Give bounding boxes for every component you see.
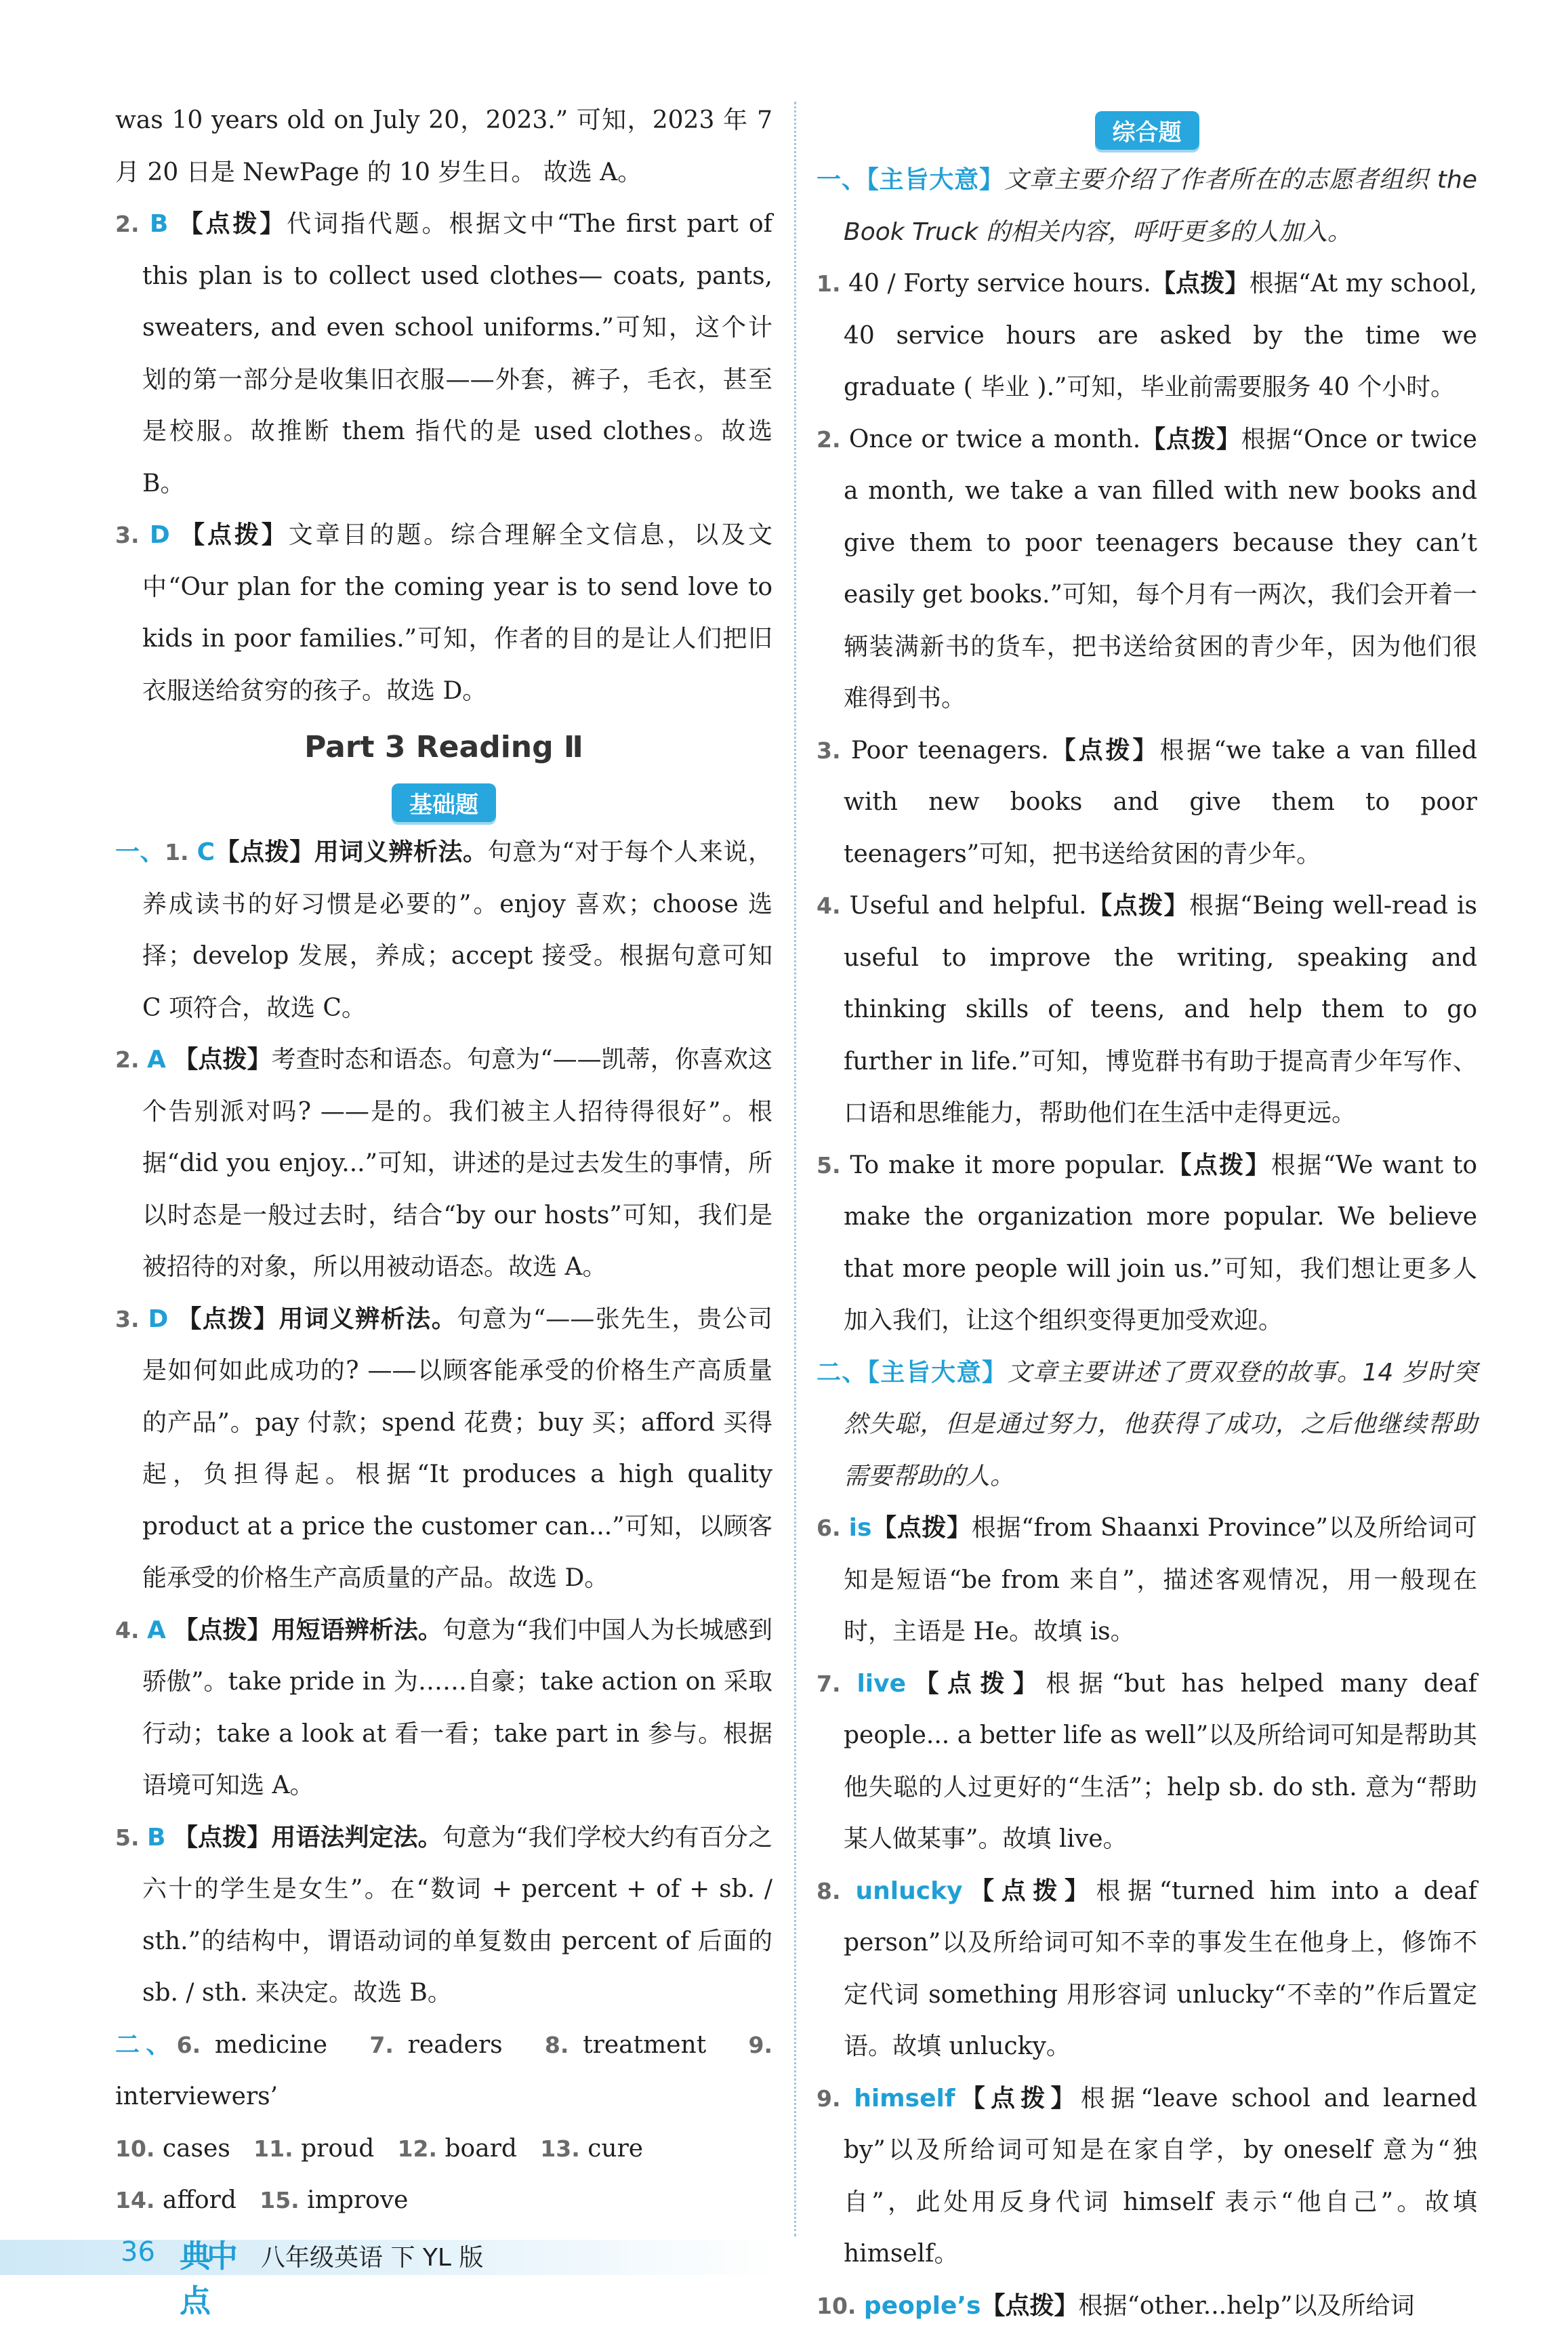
item-number: 5. [817,1152,841,1179]
fill-word: readers [408,2031,503,2059]
item-answer: D [150,521,170,549]
badge-comprehensive: 综合题 [1095,111,1199,150]
answer-item [817,880,1477,1140]
method-label: 用词义辨析法。 [314,838,488,866]
hint-tag: 【点拨】 [1151,270,1250,298]
part-title: Part 3 Reading Ⅱ [115,717,772,778]
item-answer: A [147,1616,166,1644]
fill-answers-line [115,2123,772,2175]
item-text: 代词指代题。根据文中“The first part of this plan is to collect used clothes— coats, pants, sweaters, and even school uniforms.”可知，这个计划的第一部分是收集旧衣服——外套，裤子，毛衣，甚至是校服。故推断 them 指代的是 used clothes。故选 B。 [142,210,772,497]
answer-item [115,827,772,1034]
item-number: 7. [817,1671,841,1697]
fill-answers-line [115,2175,772,2227]
answer-item [817,2073,1477,2280]
item-answer: is [849,1514,872,1542]
answer-item [115,1812,772,2020]
answer-item [817,258,1477,414]
fill-word: proud [301,2135,374,2163]
hint-tag: 【点拨】 [173,1616,271,1644]
answer-item [817,1866,1477,2073]
fill-number: 8. [545,2032,569,2058]
answer-item [817,2280,1477,2332]
intro-paragraph [115,95,772,199]
column-divider [794,102,796,2236]
item-number: 3. [115,522,140,548]
hint-tag: 【点拨】 [177,1305,278,1333]
section-number: 二、 [817,1359,867,1387]
fill-number: 12. [398,2135,437,2162]
item-answer: Once or twice a month. [849,426,1140,453]
fill-word: board [445,2135,517,2163]
item-text: 根据“from Shaanxi Province”以及所给词可知是短语“be from 来自”，描述客观情况，用一般现在时，主语是 He。故填 is。 [844,1514,1477,1645]
item-number: 1. [817,270,841,297]
item-text: 文章目的题。综合理解全文信息，以及文中“Our plan for the coming year is to send love to kids in poor families.”可知，作者的目的是让人们把旧衣服送给贫穷的孩子。故选 D。 [142,521,772,705]
item-number: 9. [817,2085,841,2112]
item-number: 10. [817,2293,856,2319]
fill-word: interviewers’ [115,2083,278,2110]
fill-number: 11. [253,2135,293,2162]
hint-tag: 【点拨】 [179,210,287,238]
item-text: 根据“leave school and learned by”以及所给词可知是在家自学，by oneself 意为“独自”，此处用反身代词 himself 表示“他自己”。故填 himself。 [844,2085,1477,2268]
item-answer: unlucky [856,1877,963,1905]
item-number: 2. [817,426,841,453]
item-text: 根据“turned him into a deaf person”以及所给词可知不幸的事发生在他身上，修饰不定代词 something 用形容词 unlucky“不幸的”作后置定语。故填 unlucky。 [844,1877,1477,2061]
item-answer: 40 / Forty service hours. [848,270,1151,298]
main-idea-text: 文章主要介绍了作者所在的志愿者组织 the Book Truck 的相关内容，呼吁更多的人加入。 [844,166,1477,246]
main-idea-tag: 【主旨大意】 [867,166,1004,194]
intro-text: was 10 years old on July 20，2023.” 可知，2023 年 7 月 20 日是 NewPage 的 10 岁生日。 故选 A。 [115,106,772,186]
item-answer: B [147,1824,165,1852]
answer-item [817,1140,1477,1347]
section-number: 二、 [115,2031,177,2059]
main-idea [817,155,1477,258]
publisher-logo: 典中点 [180,2232,247,2274]
fill-number: 9. [748,2032,772,2058]
item-answer: D [148,1305,168,1333]
fill-number: 6. [177,2032,201,2058]
item-answer: B [150,210,168,238]
answer-item [817,1658,1477,1866]
hint-tag: 【点拨】 [955,2085,1081,2112]
right-column [817,108,1477,2332]
item-number: 4. [115,1617,140,1643]
hint-tag: 【点拨】 [963,1877,1096,1905]
answer-item [817,1502,1477,1658]
book-title: 八年级英语 下 YL 版 [261,2238,483,2273]
item-number: 8. [817,1878,841,1904]
item-text: 考查时态和语态。句意为“——凯蒂，你喜欢这个告别派对吗? ——是的。我们被主人招待得很好”。根据“did you enjoy...”可知，讲述的是过去发生的事情，所以时态是一般过去时，结合“by our hosts”可知，我们是被招待的对象，所以用被动语态。故选 A。 [142,1046,772,1281]
section-number: 一、 [817,166,867,194]
item-number: 4. [817,893,841,919]
hint-tag: 【点拨】 [981,2292,1078,2320]
hint-tag: 【点拨】 [215,838,314,866]
item-answer: people’s [864,2292,981,2320]
answer-item [817,725,1477,881]
fill-word: cure [587,2135,643,2163]
item-text: 句意为“我们中国人为长城感到骄傲”。take pride in 为……自豪；take action on 采取行动；take a look at 看一看；take part in 参与。根据语境可知选 A。 [142,1616,772,1800]
item-number: 3. [817,737,841,764]
answer-item [115,199,772,510]
item-text: 根据“Once or twice a month, we take a van filled with new books and give them to poor teenagers because they can’t easily get books.”可知，每个月有一两次，我们会开着一辆装满新书的货车，把书送给贫困的青少年，因为他们很难得到书。 [844,426,1477,713]
item-text: 根据“other...help”以及所给词 [1078,2292,1414,2320]
item-answer: Poor teenagers. [851,737,1049,764]
item-text: 根据“we take a van filled with new books and give them to poor teenagers”可知，把书送给贫困的青少年。 [844,737,1477,868]
section-number: 一、 [115,838,165,866]
item-text: 句意为“——张先生，贵公司是如何如此成功的? ——以顾客能承受的价格生产高质量的产品”。pay 付款；spend 花费；buy 买；afford 买得起，负担得起。根据“It produces a high quality product at a price the customer can...”可知，以顾客能承受的价格生产高质量的产品。故选 D。 [142,1305,772,1593]
item-answer: live [857,1670,906,1698]
hint-tag: 【点拨】 [1087,892,1189,920]
item-number: 2. [115,211,140,237]
item-text: 根据“but has helped many deaf people... a better life as well”以及所给词可知是帮助其他失聪的人过更好的“生活”；help sb. do sth. 意为“帮助某人做某事”。故填 live。 [844,1670,1477,1854]
item-answer: A [147,1046,166,1073]
fill-number: 13. [540,2135,579,2162]
answer-item [115,1294,772,1605]
fill-answers-line [115,2020,772,2123]
badge-comprehensive-wrap [817,108,1477,152]
hint-tag: 【点拨】 [173,1824,271,1852]
left-column [115,95,772,2227]
badge-basic-wrap [115,781,772,824]
method-label: 用语法判定法。 [271,1824,442,1852]
hint-tag: 【点拨】 [1140,426,1241,453]
main-idea [817,1347,1477,1503]
answer-item [115,1605,772,1812]
hint-tag: 【点拨】 [1049,737,1160,764]
fill-word: treatment [583,2031,706,2059]
hint-tag: 【点拨】 [871,1514,971,1542]
badge-basic: 基础题 [392,783,496,822]
page-number: 36 [121,2236,155,2268]
main-idea-text: 文章主要讲述了贾双登的故事。14 岁时突然失聪，但是通过努力，他获得了成功，之后他继续帮助需要帮助的人。 [844,1359,1477,1490]
item-text: 根据“At my school, 40 service hours are asked by the time we graduate ( 毕业 ).”可知，毕业前需要服务 40 个小时。 [844,270,1477,401]
fill-number: 10. [115,2135,154,2162]
hint-tag: 【点拨】 [1165,1151,1271,1179]
item-answer: Useful and helpful. [849,892,1086,920]
item-text: 根据“We want to make the organization more popular. We believe that more people will join us.”可知，我们想让更多人加入我们，让这个组织变得更加受欢迎。 [844,1151,1477,1335]
item-answer: himself [854,2085,955,2112]
item-number: 1. [165,839,189,865]
method-label: 用短语辨析法。 [272,1616,442,1644]
fill-number: 14. [115,2187,154,2213]
item-text: 句意为“对于每个人来说，养成读书的好习惯是必要的”。enjoy 喜欢；choose 选择；develop 发展，养成；accept 接受。根据句意可知 C 项符合，故选 C。 [142,838,772,1022]
item-text: 句意为“我们学校大约有百分之六十的学生是女生”。在“数词 + percent + of + sb. / sth.”的结构中，谓语动词的单复数由 percent of 后面的 sb. / sth. 来决定。故选 B。 [142,1824,772,2007]
hint-tag: 【点拨】 [180,521,289,549]
fill-word: improve [307,2186,408,2214]
hint-tag: 【点拨】 [173,1046,271,1073]
answer-item [817,414,1477,725]
item-text: 根据“Being well-read is useful to improve the writing, speaking and thinking skills of teens, and help them to go further in life.”可知，博览群书有助于提高青少年写作、口语和思维能力，帮助他们在生活中走得更远。 [844,892,1477,1127]
item-answer: C [197,838,215,866]
fill-word: afford [163,2186,236,2214]
hint-tag: 【点拨】 [906,1670,1046,1698]
fill-number: 15. [260,2187,299,2213]
item-number: 5. [115,1824,140,1851]
answer-item [115,510,772,717]
item-number: 2. [115,1046,140,1073]
fill-number: 7. [369,2032,394,2058]
item-answer: To make it more popular. [850,1151,1165,1179]
fill-word: cases [163,2135,230,2163]
method-label: 用词义辨析法。 [279,1305,457,1333]
answer-item [115,1034,772,1294]
item-number: 6. [817,1515,841,1541]
main-idea-tag: 【主旨大意】 [867,1359,1008,1387]
fill-word: medicine [215,2031,327,2059]
item-number: 3. [115,1306,140,1332]
